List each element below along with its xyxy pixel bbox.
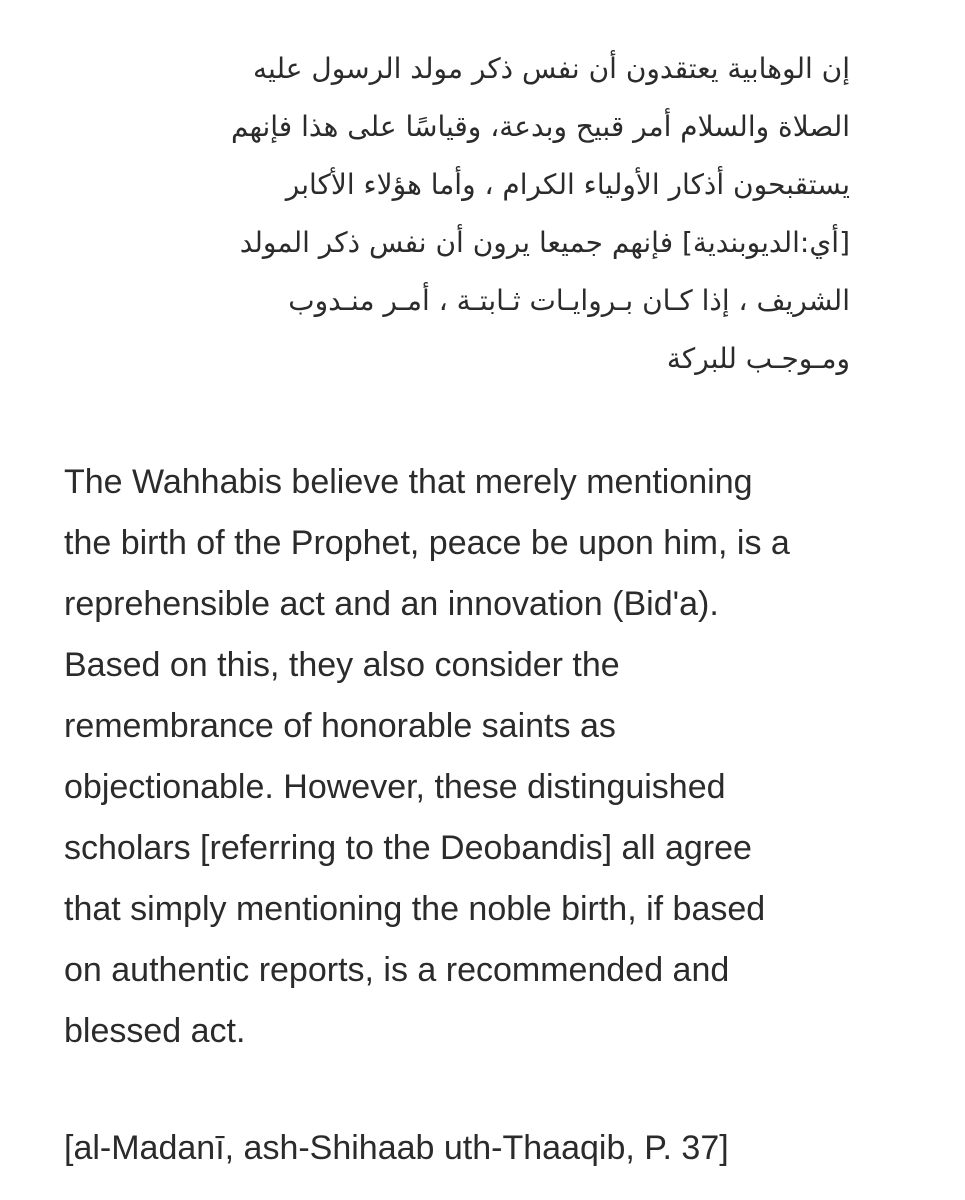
english-line: that simply mentioning the noble birth, if based	[64, 890, 766, 928]
english-line: Based on this, they also consider the	[64, 646, 620, 684]
english-line: blessed act.	[64, 1012, 246, 1050]
english-line: The Wahhabis believe that merely mentioning	[64, 463, 753, 501]
arabic-quote	[60, 40, 850, 388]
english-line: objectionable. However, these distinguished	[64, 768, 726, 806]
english-line: scholars [referring to the Deobandis] all agree	[64, 829, 752, 867]
arabic-line: [أي:الديوبندية] فإنهم جميعا يرون أن نفس ذكر المولد	[239, 226, 850, 259]
arabic-line: إن الوهابية يعتقدون أن نفس ذكر مولد الرسول عليه	[253, 52, 850, 85]
arabic-line: الصلاة والسلام أمر قبيح وبدعة، وقياسًا على هذا فإنهم	[230, 110, 850, 143]
arabic-line: يستقبحون أذكار الأولياء الكرام ، وأما هؤلاء الأكابر	[285, 168, 850, 201]
english-line: remembrance of honorable saints as	[64, 707, 616, 745]
english-line: the birth of the Prophet, peace be upon him, is a	[64, 524, 790, 562]
english-line: reprehensible act and an innovation (Bid'a).	[64, 585, 719, 623]
citation: [al-Madanī, ash-Shihaab uth-Thaaqib, P. 37]	[64, 1129, 729, 1167]
arabic-line: ومـوجـب للبركة	[666, 342, 850, 375]
english-line: on authentic reports, is a recommended and	[64, 951, 730, 989]
english-translation	[64, 452, 924, 1062]
arabic-line: الشريف ، إذا كـان بـروايـات ثـابتـة ، أمـر منـدوب	[288, 284, 850, 317]
